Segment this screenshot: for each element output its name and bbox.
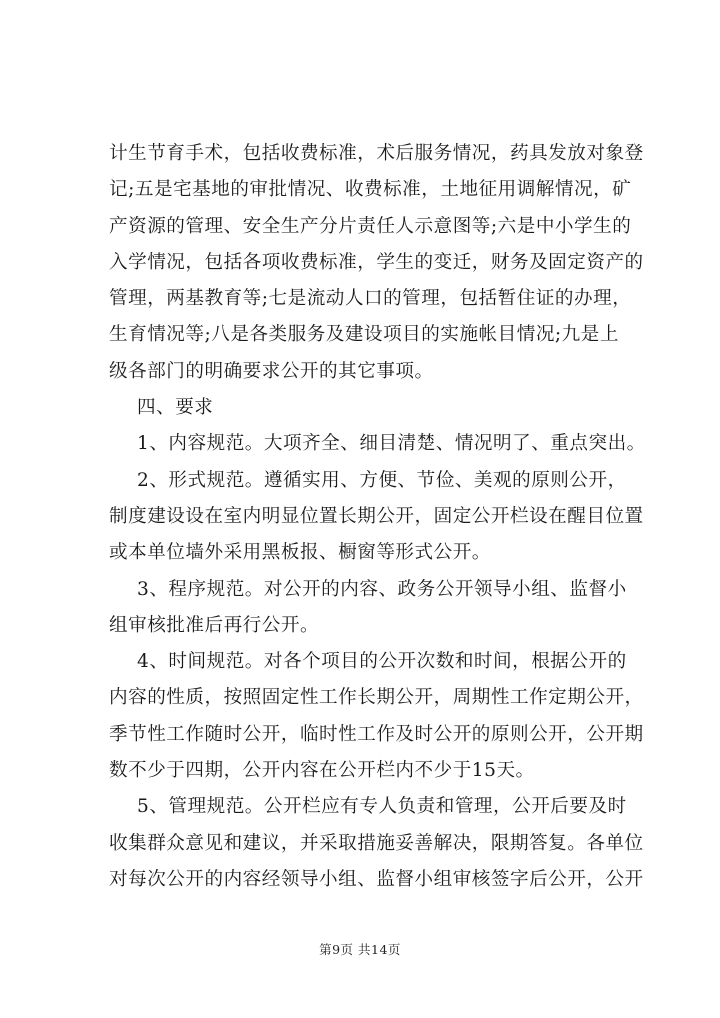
text-line: 4、时间规范。对各个项目的公开次数和时间，根据公开的: [137, 651, 627, 673]
text-line: 管理，两基教育等;七是流动人口的管理，包括暂住证的办理，: [109, 288, 632, 310]
text-line: 3、程序规范。对公开的内容、政务公开领导小组、监督小: [137, 578, 627, 600]
paragraph-content-norms: [109, 426, 645, 462]
text-line: 2、形式规范。遵循实用、方便、节俭、美观的原则公开，: [137, 469, 627, 491]
paragraph-management-norms: [109, 789, 645, 898]
section-heading: 四、要求: [137, 397, 214, 419]
text-line: 组审核批准后再行公开。: [109, 614, 320, 636]
paragraph-form-norms: [109, 463, 645, 572]
page-number-footer: 第9页 共14页: [319, 942, 401, 957]
text-line: 5、管理规范。公开栏应有专人负责和管理，公开后要及时: [137, 796, 627, 818]
text-line: 制度建设设在室内明显位置长期公开，固定公开栏设在醒目位置: [109, 505, 644, 527]
section-heading-requirements: [109, 390, 645, 426]
text-line: 内容的性质，按照固定性工作长期公开，周期性工作定期公开，: [109, 687, 644, 709]
text-line: 1、内容规范。大项齐全、细目清楚、情况明了、重点突出。: [137, 433, 646, 455]
text-line: 入学情况，包括各项收费标准，学生的变迁，财务及固定资产的: [109, 251, 644, 273]
text-line: 生育情况等;八是各类服务及建设项目的实施帐目情况;九是上: [109, 324, 619, 346]
text-line: 产资源的管理、安全生产分片责任人示意图等;六是中小学生的: [109, 215, 632, 237]
text-line: 季节性工作随时公开，临时性工作及时公开的原则公开，公开期: [109, 723, 644, 745]
text-line: 记;五是宅基地的审批情况、收费标准，土地征用调解情况，矿: [109, 179, 632, 201]
text-line: 收集群众意见和建议，并采取措施妥善解决，限期答复。各单位: [109, 832, 644, 854]
paragraph-time-norms: [109, 644, 645, 789]
body-text: [109, 136, 645, 898]
text-line: 计生节育手术，包括收费标准，术后服务情况，药具发放对象登: [109, 143, 644, 164]
paragraph-procedure-norms: [109, 572, 645, 645]
paragraph-public-items: [109, 136, 645, 390]
text-line: 或本单位墙外采用黑板报、橱窗等形式公开。: [109, 542, 491, 564]
text-line: 对每次公开的内容经领导小组、监督小组审核签字后公开，公开: [109, 868, 644, 890]
text-line: 级各部门的明确要求公开的其它事项。: [109, 360, 434, 382]
text-line: 数不少于四期，公开内容在公开栏内不少于15天。: [109, 760, 535, 782]
